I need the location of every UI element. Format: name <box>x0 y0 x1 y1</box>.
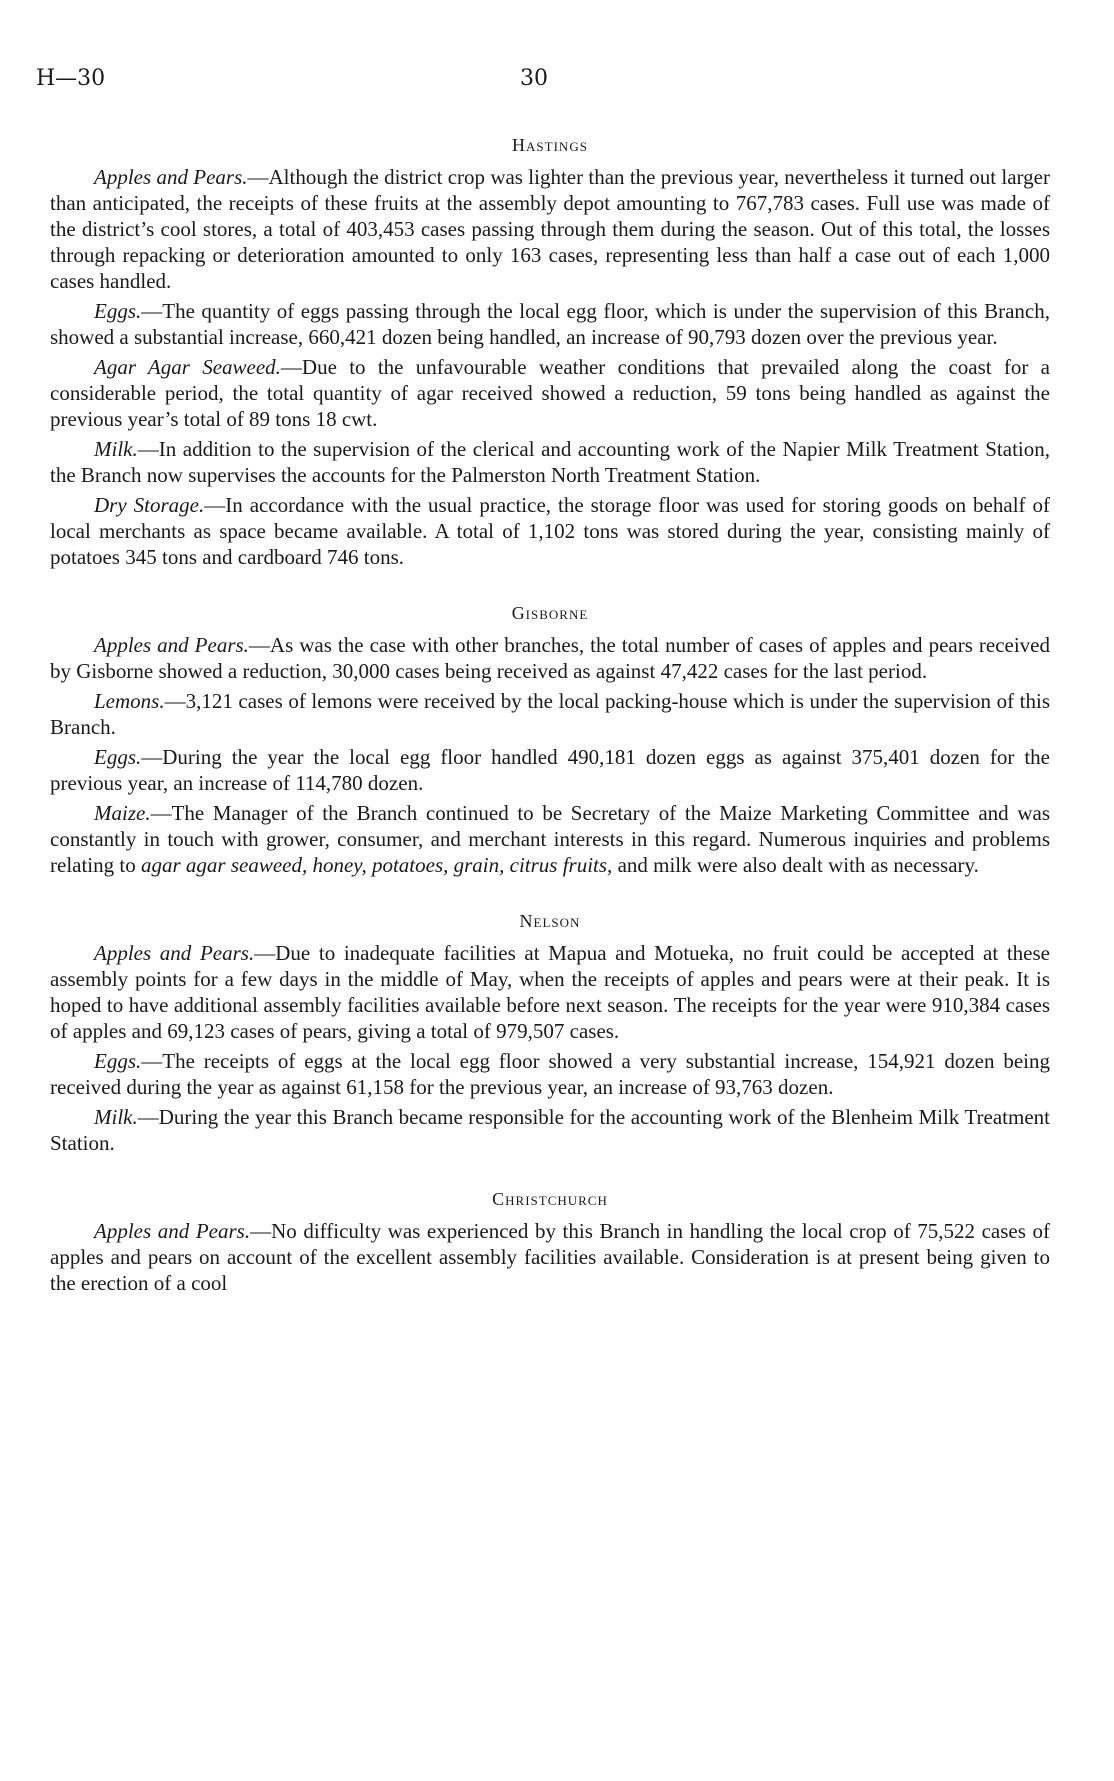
paragraph <box>50 1048 1050 1100</box>
paragraph-emphasis: agar agar seaweed, honey, potatoes, grain, citrus fruits, <box>140 853 613 877</box>
paragraph-text: —No difficulty was experienced by this Branch in handling the local crop of 75,522 cases of apples and pears on account of the excellent assembly facilities available. Consideration is at present being given to the erection of a cool <box>50 1219 1050 1295</box>
paragraph-text: —Although the district crop was lighter than the previous year, nevertheless it turned out larger than anticipated, the receipts of these fruits at the assembly depot amounting to 767,783 cases. Full use was made of the district’s cool stores, a total of 403,453 cases passing through them during the season. Out of this total, the losses through repacking or deterioration amounted to only 163 cases, representing less than half a case out of each 1,000 cases handled. <box>50 165 1050 293</box>
section-heading: Hastings <box>512 135 588 155</box>
paragraph <box>50 1218 1050 1296</box>
paragraph-text: —During the year this Branch became responsible for the accounting work of the Blenheim Milk Treatment Station. <box>50 1105 1050 1155</box>
paragraph <box>50 632 1050 684</box>
section-heading: Gisborne <box>511 603 589 623</box>
paragraph <box>50 940 1050 1044</box>
paragraph-tail: and milk were also dealt with as necessary. <box>612 853 979 877</box>
paragraph-text: —The Manager of the Branch continued to be Secretary of the Maize Marketing Committee and was constantly in touch with grower, consumer, and merchant interests in this regard. Numerous inquiries and problems relating to <box>50 801 1050 877</box>
paragraph-lead: Apples and Pears. <box>94 165 248 189</box>
paragraph-text: —Due to inadequate facilities at Mapua and Motueka, no fruit could be accepted at these assembly points for a few days in the middle of May, when the receipts of apples and pears were at their peak. It is hoped to have additional assembly facilities available before next season. The receipts for the year were 910,384 cases of apples and 69,123 cases of pears, giving a total of 979,507 cases. <box>50 941 1051 1043</box>
paragraph-lead: Dry Storage. <box>94 493 205 517</box>
paragraph-lead: Agar Agar Seaweed. <box>94 355 281 379</box>
paragraph <box>50 164 1050 294</box>
paragraph-lead: Apples and Pears. <box>94 633 249 657</box>
paragraph <box>50 800 1050 878</box>
paragraph <box>50 436 1050 488</box>
paragraph-text: —The quantity of eggs passing through the local egg floor, which is under the supervision of this Branch, showed a substantial increase, 660,421 dozen being handled, an increase of 90,793 dozen over the previous year. <box>50 299 1050 349</box>
paragraph-text: —The receipts of eggs at the local egg floor showed a very substantial increase, 154,921 dozen being received during the year as against 61,158 for the previous year, an increase of 93,763 dozen. <box>50 1049 1050 1099</box>
paragraph-text: —Due to the unfavourable weather conditions that prevailed along the coast for a considerable period, the total quantity of agar received showed a reduction, 59 tons being handled as against the previous year’s total of 89 tons 18 cwt. <box>50 355 1050 431</box>
paragraph-lead: Apples and Pears. <box>94 1219 251 1243</box>
paragraph-text: —In accordance with the usual practice, the storage floor was used for storing goods on behalf of local merchants as space became available. A total of 1,102 tons was stored during the year, consisting mainly of potatoes 345 tons and cardboard 746 tons. <box>50 493 1050 569</box>
paragraph-lead: Eggs. <box>94 745 142 769</box>
paragraph <box>50 1104 1050 1156</box>
page-reference: H—30 <box>36 66 106 91</box>
paragraph <box>50 492 1050 570</box>
paragraph-text: —During the year the local egg floor handled 490,181 dozen eggs as against 375,401 dozen for the previous year, an increase of 114,780 dozen. <box>50 745 1050 795</box>
section-heading: Christchurch <box>492 1189 608 1209</box>
paragraph <box>50 744 1050 796</box>
paragraph-lead: Apples and Pears. <box>94 941 255 965</box>
paragraph-text: —3,121 cases of lemons were received by the local packing-house which is under the supervision of this Branch. <box>50 689 1050 739</box>
paragraph-text: —In addition to the supervision of the clerical and accounting work of the Napier Milk Treatment Station, the Branch now supervises the accounts for the Palmerston North Treatment Station. <box>50 437 1050 487</box>
document-body <box>50 132 1050 1300</box>
paragraph-lead: Maize. <box>94 801 151 825</box>
paragraph <box>50 354 1050 432</box>
page-number: 30 <box>520 66 548 91</box>
paragraph-lead: Lemons. <box>94 689 165 713</box>
paragraph <box>50 688 1050 740</box>
paragraph-lead: Milk. <box>94 1105 138 1129</box>
paragraph-text: —As was the case with other branches, the total number of cases of apples and pears received by Gisborne showed a reduction, 30,000 cases being received as against 47,422 cases for the last period. <box>50 633 1050 683</box>
paragraph <box>50 298 1050 350</box>
section-heading: Nelson <box>519 911 581 931</box>
paragraph-lead: Milk. <box>94 437 138 461</box>
paragraph-lead: Eggs. <box>94 1049 142 1073</box>
paragraph-lead: Eggs. <box>94 299 142 323</box>
